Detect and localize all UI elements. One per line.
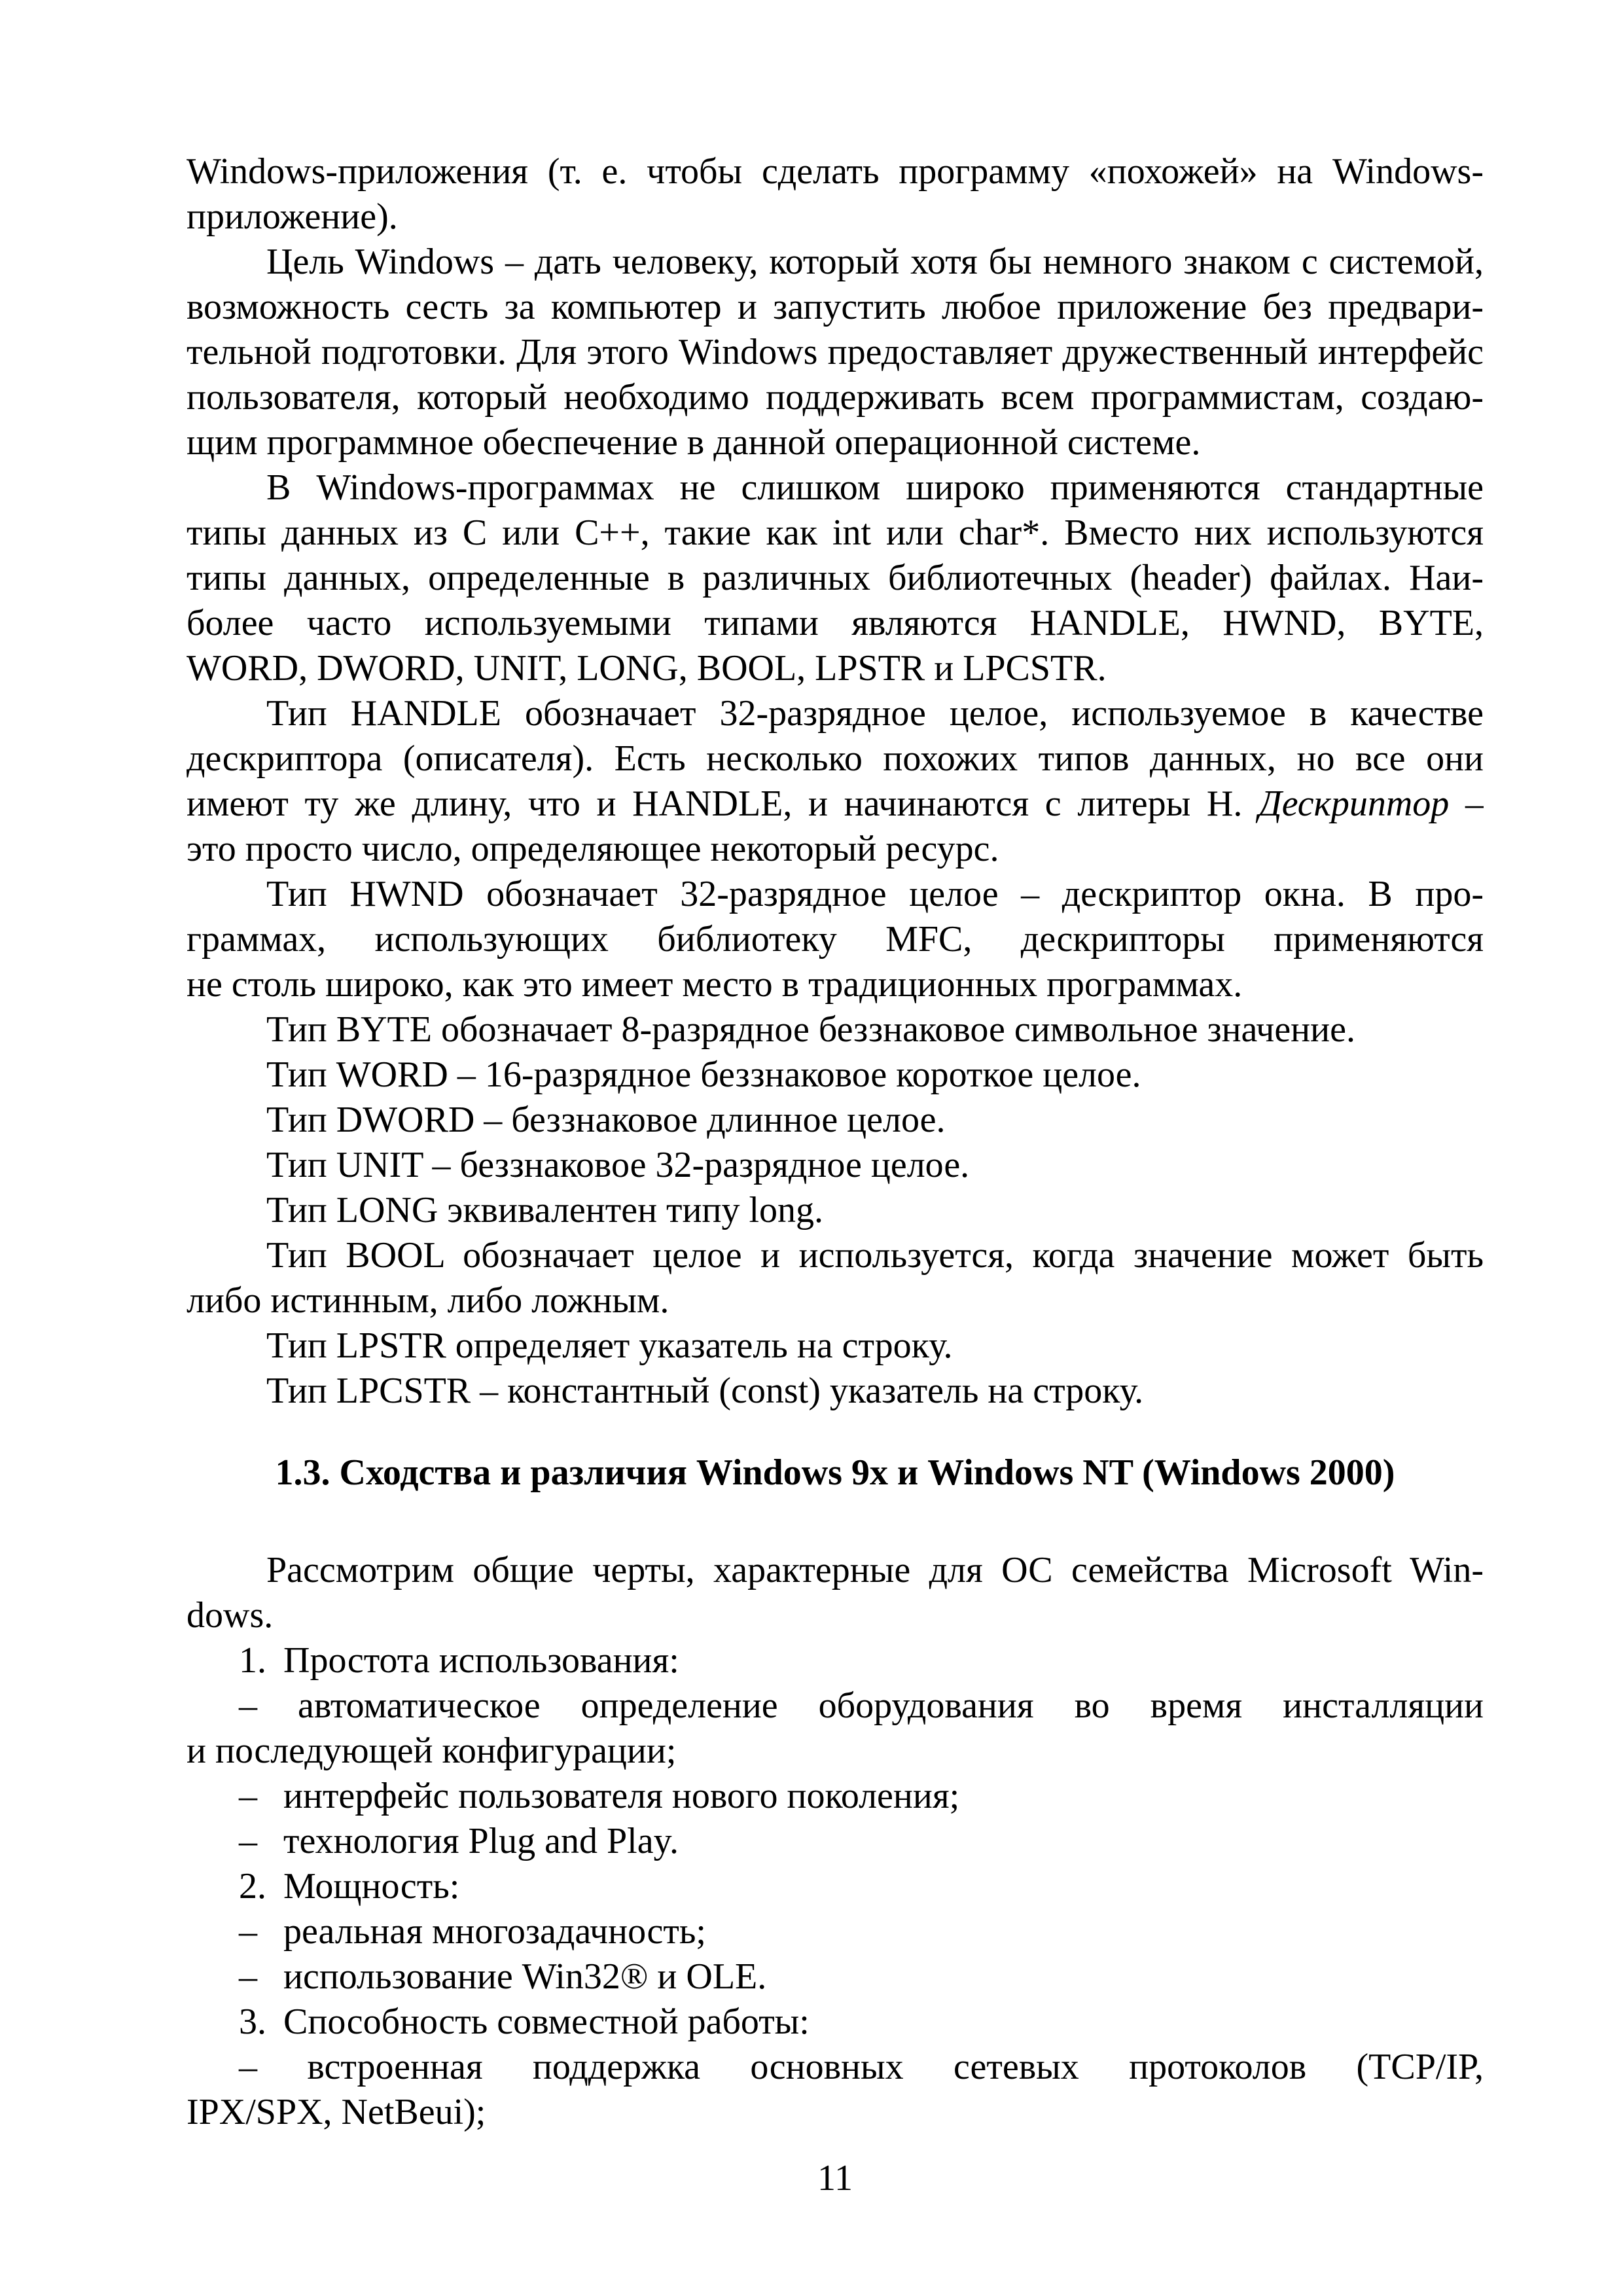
text-line: типы данных из C или C++, такие как int или char*. Вместо них используются — [187, 512, 1484, 553]
list-marker: – — [239, 1956, 257, 1997]
text-line: 1. Простота использования: — [187, 1638, 1484, 1683]
text-line: IPX/SPX, NetBeui); — [187, 2092, 486, 2132]
text-block-lower — [187, 1548, 1484, 2135]
text-line: В Windows-программах не слишком широко применяются стандартные — [266, 467, 1484, 508]
text-line: граммах, использующих библиотеку MFC, дескрипторы применяются — [187, 919, 1484, 960]
text-line: пользователя, который необходимо поддерживать всем программистам, создаю- — [187, 377, 1484, 418]
text-line: Тип HWND обозначает 32-разрядное целое – дескриптор окна. В про- — [266, 874, 1484, 914]
text-line: более часто используемыми типами являются HANDLE, HWND, BYTE, — [187, 603, 1484, 643]
list-marker: 3. — [239, 2001, 266, 2042]
text-line: тельной подготовки. Для этого Windows предоставляет дружественный интерфейс — [187, 332, 1484, 372]
text-line: Тип LONG эквивалентен типу long. — [266, 1190, 824, 1230]
text-line: – интерфейс пользователя нового поколения; — [187, 1774, 1484, 1819]
text-line: Тип DWORD – беззнаковое длинное целое. — [266, 1100, 946, 1140]
page-number: 11 — [817, 2158, 853, 2198]
text-line: 3. Способность совместной работы: — [187, 2000, 1484, 2045]
text-line: дескриптора (описателя). Есть несколько похожих типов данных, но все они — [187, 738, 1484, 779]
text-line: dows. — [187, 1595, 274, 1636]
text-line: щим программное обеспечение в данной операционной системе. — [187, 422, 1201, 463]
text-line: приложение). — [187, 196, 398, 237]
text-line: Тип WORD – 16-разрядное беззнаковое короткое целое. — [266, 1054, 1141, 1095]
text-line: Тип LPCSTR – константный (const) указатель на строку. — [266, 1371, 1144, 1411]
text-line: типы данных, определенные в различных библиотечных (header) файлах. Наи- — [187, 558, 1484, 598]
list-marker: – — [239, 1776, 257, 1816]
text-line: и последующей конфигурации; — [187, 1731, 677, 1771]
text-line: либо истинным, либо ложным. — [187, 1280, 669, 1321]
text-line: Тип UNIT – беззнаковое 32-разрядное целое. — [266, 1145, 970, 1185]
text-line: возможность сесть за компьютер и запустить любое приложение без предвари- — [187, 287, 1484, 327]
text-line: – встроенная поддержка основных сетевых протоколов (TCP/IP, — [239, 2047, 1484, 2087]
text-line: это просто число, определяющее некоторый ресурс. — [187, 829, 999, 869]
text-line: – реальная многозадачность; — [187, 1909, 1484, 1954]
text-segment: имеют ту же длину, что и HANDLE, и начинаются с литеры Н. — [187, 783, 1259, 824]
text-line: – использование Win32® и OLE. — [187, 1954, 1484, 2000]
text-line: 2. Мощность: — [187, 1864, 1484, 1909]
list-marker: 1. — [239, 1640, 266, 1681]
text-line: не столь широко, как это имеет место в традиционных программах. — [187, 964, 1243, 1005]
italic-text: Дескриптор — [1258, 783, 1450, 824]
list-marker: – — [239, 1911, 257, 1952]
text-line — [187, 781, 1484, 827]
text-line: Тип HANDLE обозначает 32-разрядное целое, используемое в качестве — [266, 693, 1484, 734]
section-heading: 1.3. Сходства и различия Windows 9x и Windows NT (Windows 2000) — [275, 1452, 1395, 1493]
text-line: Тип BYTE обозначает 8-разрядное беззнаковое символьное значение. — [266, 1009, 1355, 1050]
text-line: Тип LPSTR определяет указатель на строку. — [266, 1325, 953, 1366]
text-block-upper — [187, 149, 1484, 1414]
list-marker: 2. — [239, 1866, 266, 1907]
text-line: – технология Plug and Play. — [187, 1819, 1484, 1864]
text-line: Рассмотрим общие черты, характерные для ОС семейства Microsoft Win- — [266, 1550, 1484, 1590]
text-line: Тип BOOL обозначает целое и используется, когда значение может быть — [266, 1235, 1484, 1276]
text-segment: – — [1449, 783, 1484, 824]
text-line: Цель Windows – дать человеку, который хотя бы немного знаком с системой, — [266, 242, 1484, 282]
text-line: WORD, DWORD, UNIT, LONG, BOOL, LPSTR и LPCSTR. — [187, 648, 1107, 689]
list-marker: – — [239, 1821, 257, 1861]
text-line: – автоматическое определение оборудования во время инсталляции — [239, 1685, 1484, 1726]
text-line: Windows-приложения (т. е. чтобы сделать программу «похожей» на Windows- — [187, 151, 1484, 192]
